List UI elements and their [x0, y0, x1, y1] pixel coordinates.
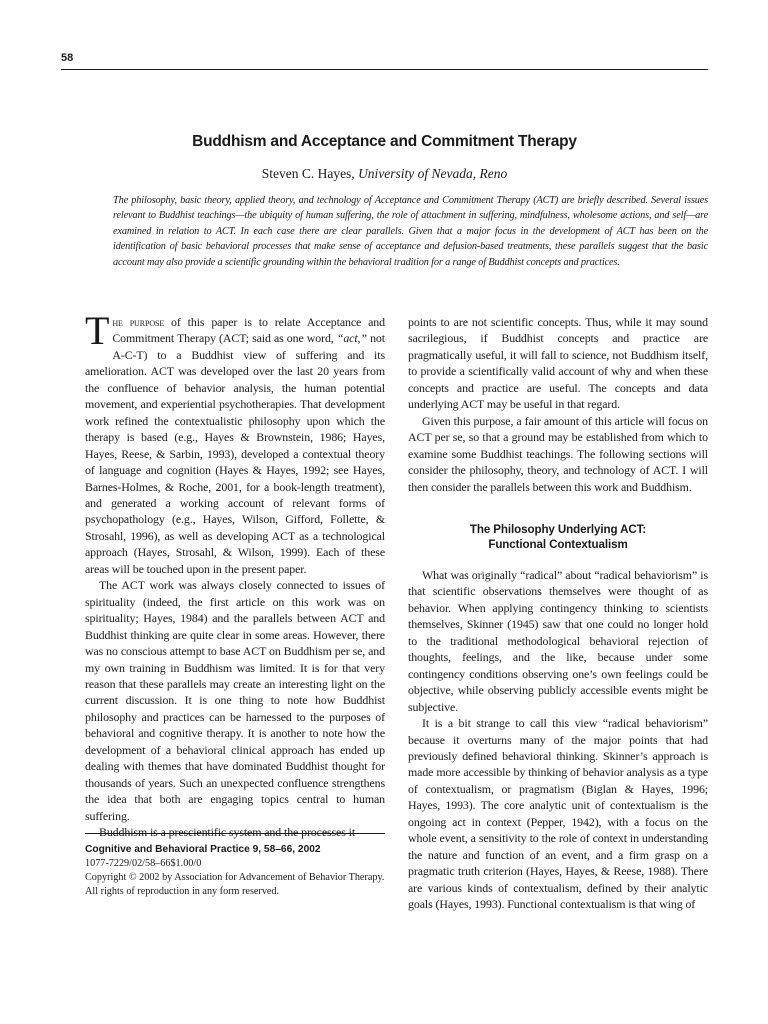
section-heading-line1: The Philosophy Underlying ACT: [469, 522, 647, 536]
journal-citation: Cognitive and Behavioral Practice 9, 58–66, 2002 [85, 844, 321, 855]
section-heading-line2: Functional Contextualism [488, 538, 628, 552]
paragraph-prescientific: Buddhism is a prescientific system and the processes it [99, 825, 356, 840]
paragraph-spirituality: The ACT work was always closely connected to issues of spirituality (indeed, the first article on this work was on spirituality; Hayes, 1984) and the parallels between ACT and Buddhist thinking are quite clear in some areas. However, there was no conscious attempt to base ACT on Buddhism per se, and my own training in Buddhism was limited. It is for that very reason that these parallels may create an interesting light on the current discussion. It is one thing to note how Buddhist philosophy and practices can be harnessed to the purposes of behavioral and cognitive therapy. It is another to note how the development of a behavioral clinical approach has ended up dealing with themes that have dominated Buddhist thought for thousands of years. Such an unexpected confluence strengthens the idea that both are engaging topics central to human suffering. [85, 578, 385, 823]
intro-italic: “act,” [336, 331, 367, 346]
drop-cap: T [85, 308, 110, 353]
intro-text: of this paper is to relate Acceptance and Commitment Therapy (ACT; said as one word, [112, 315, 385, 346]
abstract: The philosophy, basic theory, applied theory, and technology of Acceptance and Commitment Therapy (ACT) are briefly described. Several issues relevant to Buddhist teachings—the ubiquity of human suffering, the role of attachment in suffering, mindfulness, wholesome actions, and self—are examined in relation to ACT. In each case there are clear parallels. Given that a major focus in the development of ACT has been on the identification of basic behavioral processes that make sense of acceptance and defusion-based treatments, these parallels suggest that the basic account may also provide a scientific grounding within the behavioral tradition for a range of Buddhist concepts and practices. [113, 195, 708, 268]
footer-block [85, 843, 385, 899]
lead-smallcaps: he purpose [112, 315, 165, 329]
paragraph-purpose: Given this purpose, a fair amount of this article will focus on ACT per se, so that a ground may be established from which to examine some Buddhist teachings. The following sections will consider the philosophy, theory, and technology of ACT. I will then consider the parallels between this work and Buddhism. [408, 413, 708, 494]
issn-line: 1077-7229/02/58–66$1.00/0 [85, 857, 202, 869]
header-rule [61, 69, 708, 70]
left-column [85, 308, 385, 841]
paragraph-contextualism: It is a bit strange to call this view “radical behaviorism” because it overturns many of the major points that had previously defined behavioral thinking. Skinner’s approach is made more accessible by thinking of behavior analysis as a type of contextualism, or pragmatism (Biglan & Hayes, 1996; Hayes, 1993). The core analytic unit of contextualism is the ongoing act in context (Pepper, 1942), with a focus on the whole event, a sensitivity to the role of context in understanding the nature and function of an event, and a firm grasp on a pragmatic truth criterion (Hayes, Hayes, & Reese, 1988). There are various kinds of contextualism, defined by their analytic goals (Hayes, 1993). Functional contextualism is that wing of [408, 716, 708, 912]
section-heading [408, 522, 708, 553]
paragraph-continuation: points to are not scientific concepts. Thus, while it may sound sacrilegious, if Buddhist concepts and practice are pragmatically useful, it will fall to science, not Buddhism itself, to provide a scientifically valid account of why and when these concepts and practice are useful. The concepts and data underlying ACT may be useful in that regard. [408, 315, 708, 412]
author-line [61, 166, 708, 182]
author-affiliation: University of Nevada, Reno [358, 166, 508, 181]
intro-paragraph [85, 308, 385, 577]
footer-rule [85, 833, 385, 834]
page-number: 58 [61, 52, 74, 64]
paragraph-radical: What was originally “radical” about “radical behaviorism” is that scientific observations themselves were thought of as behavior. When applying contingency thinking to scientists themselves, Skinner (1945) saw that one could no longer hold to the traditional methodological behavioral rejection of thoughts, feelings, and the like, because under some contingency conditions observing one’s own feelings could be objective, while observing publicly accessible events might be subjective. [408, 567, 708, 714]
article-title: Buddhism and Acceptance and Commitment Therapy [192, 133, 577, 150]
right-column [408, 314, 708, 913]
author-name: Steven C. Hayes, [261, 166, 359, 181]
copyright-line: Copyright © 2002 by Association for Advancement of Behavior Therapy. All rights of reproduction in any form reserved. [85, 871, 385, 897]
intro-text-tail: not A-C-T) to a Buddhist view of suffering and its amelioration. ACT was developed over the last 20 years from the confluence of behavior analysis, the human potential movement, and experiential psychotherapies. That development work refined the contextualistic philosophy upon which the therapy is based (e.g., Hayes & Brownstein, 1986; Hayes, Hayes, Reese, & Sarbin, 1993), developed a contextual theory of language and cognition (Hayes & Hayes, 1992; see Hayes, Barnes-Holmes, & Roche, 2001, for a book-length treatment), and generated a working account of relevant forms of psychopathology (e.g., Hayes, Wilson, Gifford, Follette, & Strosahl, 1996), as well as developing ACT as a technological approach (Hayes, Strosahl, & Wilson, 1999). Each of these areas will be touched upon in the present paper. [85, 331, 385, 576]
